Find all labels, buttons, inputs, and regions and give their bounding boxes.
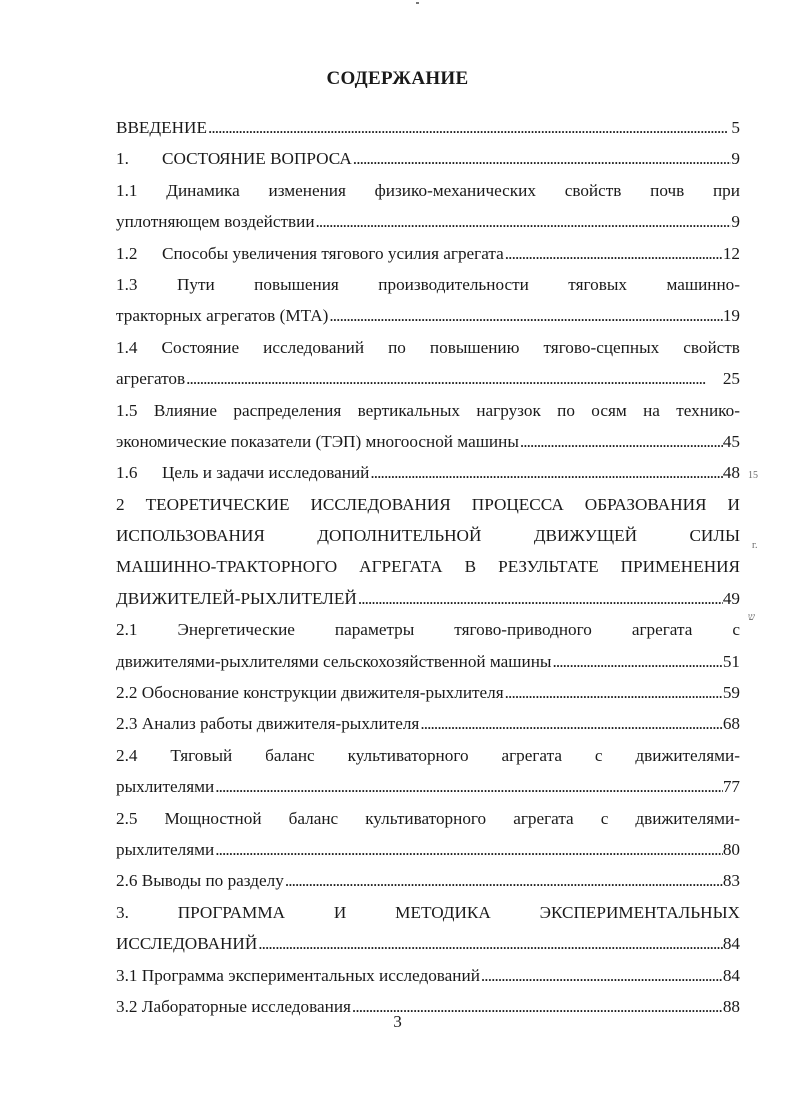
toc-word: Влияние xyxy=(153,400,217,420)
toc-word: И xyxy=(333,902,347,922)
toc-word: с xyxy=(594,745,603,765)
toc-word: культиваторного xyxy=(347,745,469,765)
toc-entry-2-3[interactable] xyxy=(116,708,740,739)
toc-page-number: 51 xyxy=(722,651,740,671)
toc-page-number: 9 xyxy=(731,149,740,169)
toc-word: баланс xyxy=(265,745,315,765)
toc-entry-label: уплотняющем воздействии xyxy=(116,212,315,232)
toc-entry-3-line1[interactable] xyxy=(116,897,740,928)
toc-word: агрегата xyxy=(513,808,574,828)
toc-word: баланс xyxy=(288,808,339,828)
toc-entry-label xyxy=(116,238,504,269)
toc-entry-number: 1.2 xyxy=(116,243,138,263)
toc-entry-2-1-line2[interactable] xyxy=(116,646,740,677)
toc-entry-3-1[interactable] xyxy=(116,960,740,991)
margin-mark: ש xyxy=(748,612,756,623)
toc-word: Мощностной xyxy=(164,808,262,828)
toc-page-number: 59 xyxy=(722,683,740,703)
toc-entry-label: рыхлителями xyxy=(116,839,215,859)
dot-leader xyxy=(284,865,723,896)
toc-entry-label: рыхлителями xyxy=(116,777,215,797)
toc-word: 1.3 xyxy=(116,274,138,294)
toc-entry-2-line3[interactable] xyxy=(116,551,740,582)
dot-leader xyxy=(419,708,722,739)
toc-word: производительности xyxy=(378,274,529,294)
page-title: СОДЕРЖАНИЕ xyxy=(326,68,469,89)
toc-word: движителями- xyxy=(635,808,740,828)
toc-word: Тяговый xyxy=(170,745,233,765)
toc-entry-label: 3.1 Программа экспериментальных исследований xyxy=(116,965,480,985)
toc-word: ТЕОРЕТИЧЕСКИЕ xyxy=(145,494,290,514)
toc-word: РЕЗУЛЬТАТЕ xyxy=(498,557,599,577)
toc-entry-1-3-line2[interactable] xyxy=(116,300,740,331)
toc-page-number: 9 xyxy=(731,212,740,232)
toc-entry-label: экономические показатели (ТЭП) многоосной машины xyxy=(116,431,519,451)
toc-entry-3-line2[interactable] xyxy=(116,928,740,959)
toc-entry-label xyxy=(116,457,369,488)
toc-word: физико-механических xyxy=(374,180,536,200)
toc-entry-number: 1. xyxy=(116,149,129,169)
toc-page-number: 83 xyxy=(722,871,740,891)
toc-entry-1-5-line1[interactable] xyxy=(116,395,740,426)
toc-entry-introduction[interactable] xyxy=(116,112,740,143)
toc-entry-title: СОСТОЯНИЕ ВОПРОСА xyxy=(162,149,352,169)
toc-word: машинно- xyxy=(666,274,740,294)
toc-word: по xyxy=(557,400,575,420)
toc-word: В xyxy=(464,557,477,577)
toc-word: МАШИННО-ТРАКТОРНОГО xyxy=(116,557,338,577)
toc-entry-1[interactable] xyxy=(116,143,740,174)
dot-leader xyxy=(519,426,723,457)
toc-entry-label: агрегатов xyxy=(116,369,186,389)
dot-leader xyxy=(504,238,723,269)
toc-entry-1-1-line2[interactable] xyxy=(116,206,740,237)
dot-leader xyxy=(369,457,722,488)
toc-word: 3. xyxy=(116,902,129,922)
toc-word: И xyxy=(727,494,740,514)
toc-word: 1.1 xyxy=(116,180,138,200)
toc-entry-label: тракторных агрегатов (МТА) xyxy=(116,306,329,326)
toc-word: 1.5 xyxy=(116,400,138,420)
page-number: 3 xyxy=(393,1012,402,1031)
toc-entry-1-3-line1[interactable] xyxy=(116,269,740,300)
dot-leader xyxy=(257,928,723,959)
toc-word: ПРИМЕНЕНИЯ xyxy=(620,557,740,577)
toc-entry-label: ДВИЖИТЕЛЕЙ-РЫХЛИТЕЛЕЙ xyxy=(116,588,357,608)
toc-word: изменения xyxy=(268,180,346,200)
toc-word: распределения xyxy=(233,400,342,420)
toc-word: СИЛЫ xyxy=(689,526,740,546)
toc-page-number: 48 xyxy=(722,463,740,483)
toc-word: Пути xyxy=(176,274,215,294)
toc-word: 2 xyxy=(116,494,125,514)
table-of-contents xyxy=(116,112,740,1022)
toc-entry-2-line1[interactable] xyxy=(116,489,740,520)
toc-entry-1-5-line2[interactable] xyxy=(116,426,740,457)
toc-entry-2-line4[interactable] xyxy=(116,583,740,614)
margin-mark: 15 xyxy=(748,470,758,481)
dot-leader xyxy=(214,771,723,802)
toc-word: тягово-приводного xyxy=(454,620,592,640)
toc-word: параметры xyxy=(334,620,415,640)
toc-entry-number: 1.6 xyxy=(116,463,138,483)
dot-leader xyxy=(328,300,722,331)
toc-entry-2-2[interactable] xyxy=(116,677,740,708)
toc-entry-title: Цель и задачи исследований xyxy=(162,463,370,483)
toc-word: Энергетические xyxy=(177,620,295,640)
toc-page-number: 45 xyxy=(722,431,740,451)
toc-entry-1-4-line1[interactable] xyxy=(116,332,740,363)
toc-page-number: 84 xyxy=(722,965,740,985)
dot-leader xyxy=(185,363,723,394)
toc-word: ПРОГРАММА xyxy=(177,902,286,922)
toc-page-number: 68 xyxy=(722,714,740,734)
toc-page-number: 88 xyxy=(722,996,740,1016)
toc-entry-label: ВВЕДЕНИЕ xyxy=(116,118,207,137)
toc-word: 2.5 xyxy=(116,808,138,828)
toc-word: тяговых xyxy=(568,274,627,294)
toc-page-number: 19 xyxy=(722,306,740,326)
toc-word: ИСПОЛЬЗОВАНИЯ xyxy=(116,526,265,546)
toc-page-number: 5 xyxy=(731,118,740,137)
toc-word: агрегата xyxy=(501,745,562,765)
toc-word: ЭКСПЕРИМЕНТАЛЬНЫХ xyxy=(539,902,740,922)
toc-page-number: 25 xyxy=(722,369,740,389)
toc-page-number: 80 xyxy=(722,839,740,859)
dot-leader xyxy=(315,206,732,237)
toc-entry-2-1-line1[interactable] xyxy=(116,614,740,645)
toc-page-number: 77 xyxy=(722,777,740,797)
toc-word: с xyxy=(600,808,609,828)
toc-entry-label: 2.3 Анализ работы движителя-рыхлителя xyxy=(116,714,420,734)
dot-leader xyxy=(357,583,723,614)
toc-word: ОБРАЗОВАНИЯ xyxy=(584,494,707,514)
toc-entry-label: 2.6 Выводы по разделу xyxy=(116,871,284,891)
toc-word: 2.1 xyxy=(116,620,138,640)
toc-entry-1-6[interactable] xyxy=(116,457,740,488)
toc-entry-2-line2[interactable] xyxy=(116,520,740,551)
scan-speck xyxy=(416,2,419,4)
toc-word: нагрузок xyxy=(476,400,541,420)
dot-leader xyxy=(504,677,723,708)
toc-word: движителями- xyxy=(635,745,740,765)
toc-entry-2-5-line2[interactable] xyxy=(116,834,740,865)
toc-word: при xyxy=(712,180,740,200)
toc-entry-1-1-line1[interactable] xyxy=(116,175,740,206)
margin-mark: г. xyxy=(752,540,758,551)
toc-entry-2-4-line2[interactable] xyxy=(116,771,740,802)
toc-entry-label: 2.2 Обоснование конструкции движителя-рыхлителя xyxy=(116,683,504,703)
toc-entry-1-2[interactable] xyxy=(116,238,740,269)
toc-entry-2-4-line1[interactable] xyxy=(116,740,740,771)
toc-word: ДВИЖУЩЕЙ xyxy=(533,526,638,546)
toc-word: ПРОЦЕССА xyxy=(471,494,564,514)
toc-word: ИССЛЕДОВАНИЯ xyxy=(310,494,451,514)
toc-entry-2-5-line1[interactable] xyxy=(116,803,740,834)
toc-word: свойств xyxy=(564,180,622,200)
toc-page-number: 84 xyxy=(722,934,740,954)
toc-word: с xyxy=(732,620,740,640)
toc-word: повышению xyxy=(429,337,520,357)
toc-entry-label: ИССЛЕДОВАНИЙ xyxy=(116,934,258,954)
toc-word: АГРЕГАТА xyxy=(359,557,443,577)
toc-word: почв xyxy=(650,180,685,200)
toc-word: культиваторного xyxy=(365,808,487,828)
toc-word: МЕТОДИКА xyxy=(395,902,491,922)
dot-leader xyxy=(551,646,722,677)
toc-word: тягово-сцепных xyxy=(543,337,660,357)
toc-word: повышения xyxy=(254,274,339,294)
toc-entry-label: 3.2 Лабораторные исследования xyxy=(116,996,351,1016)
toc-word: ДОПОЛНИТЕЛЬНОЙ xyxy=(317,526,482,546)
toc-word: Состояние xyxy=(161,337,240,357)
dot-leader xyxy=(214,834,723,865)
toc-word: Динамика xyxy=(166,180,240,200)
dot-leader xyxy=(352,143,732,174)
toc-entry-label: движителями-рыхлителями сельскохозяйственной машины xyxy=(116,651,552,671)
toc-word: вертикальных xyxy=(357,400,460,420)
toc-word: 2.4 xyxy=(116,745,138,765)
toc-entry-2-6[interactable] xyxy=(116,865,740,896)
toc-word: агрегата xyxy=(631,620,693,640)
toc-word: свойств xyxy=(683,337,740,357)
toc-word: исследований xyxy=(263,337,365,357)
toc-word: технико- xyxy=(676,400,740,420)
toc-word: на xyxy=(643,400,660,420)
toc-entry-label xyxy=(116,143,352,174)
toc-entry-title: Способы увеличения тягового усилия агрегата xyxy=(162,243,504,263)
toc-page-number: 12 xyxy=(722,243,740,263)
toc-word: 1.4 xyxy=(116,337,138,357)
dot-leader xyxy=(207,112,731,143)
toc-word: осям xyxy=(591,400,627,420)
toc-word: по xyxy=(388,337,406,357)
dot-leader xyxy=(480,960,723,991)
toc-entry-1-4-line2[interactable] xyxy=(116,363,740,394)
toc-page-number: 49 xyxy=(722,588,740,608)
